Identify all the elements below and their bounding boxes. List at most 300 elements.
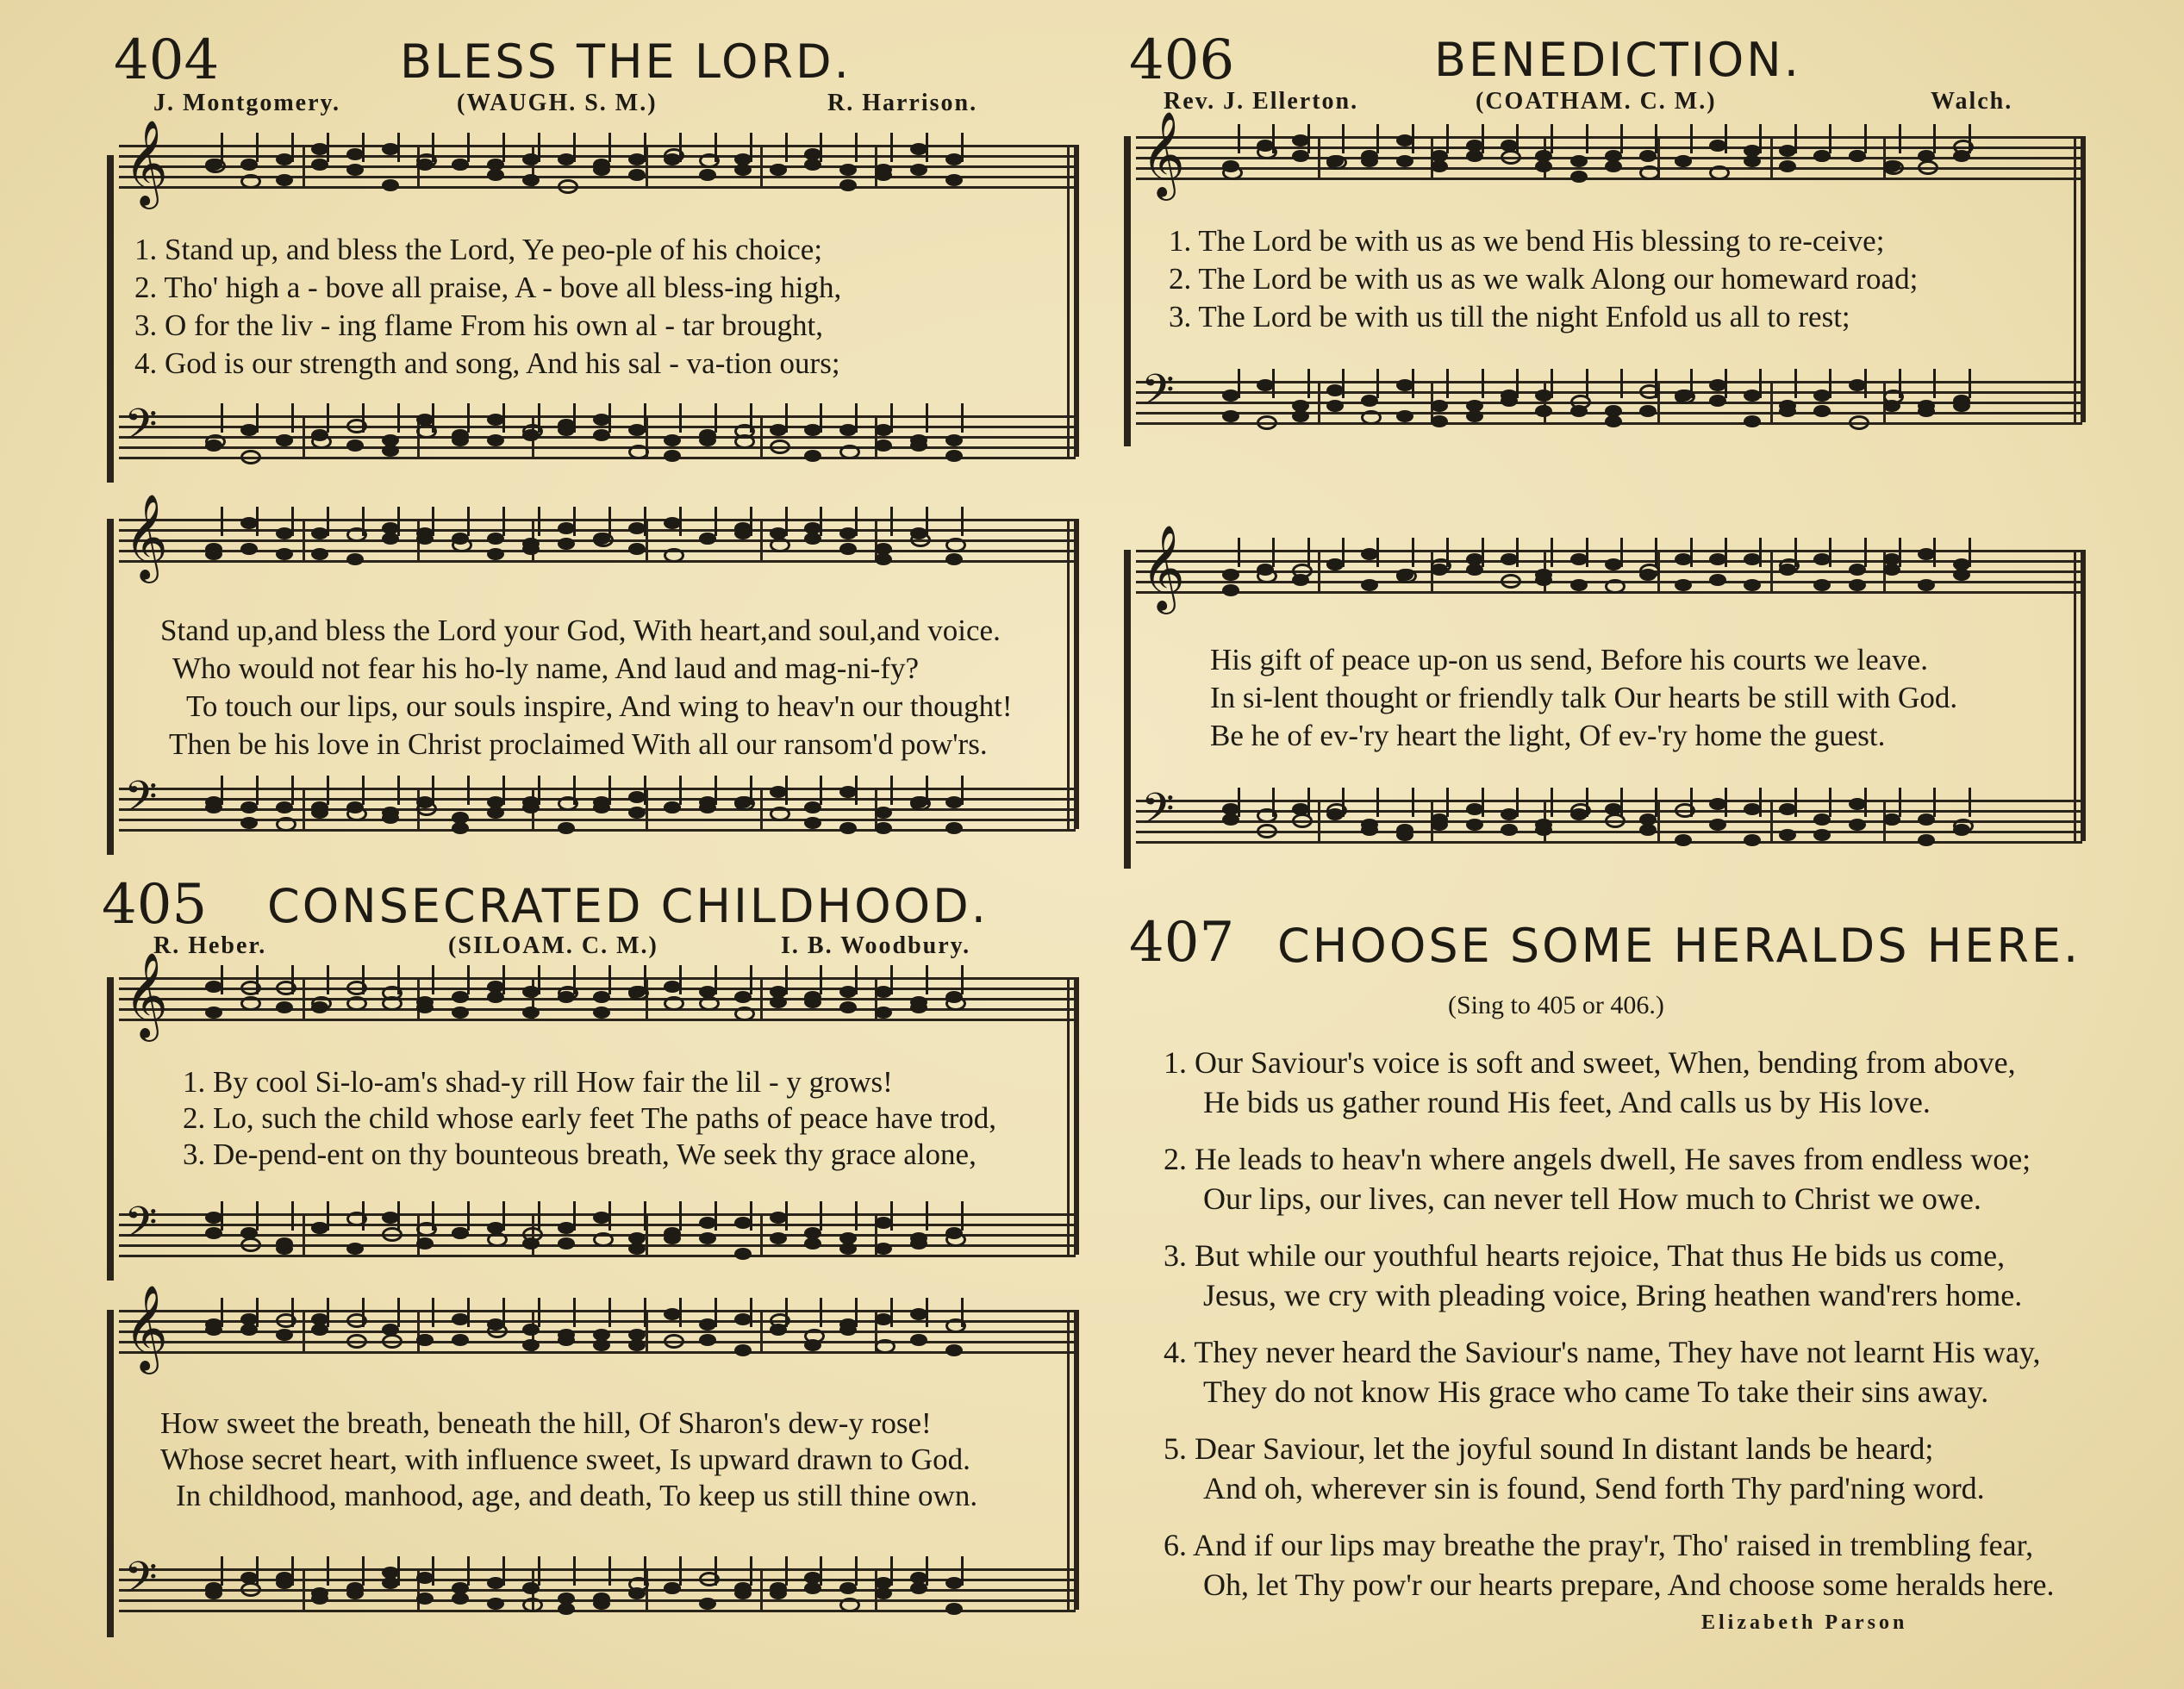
note-stem xyxy=(855,776,858,805)
note-head xyxy=(311,143,328,155)
note-stem xyxy=(750,507,752,536)
note-head xyxy=(628,791,646,803)
note-head xyxy=(1639,150,1657,162)
note-stem xyxy=(1516,124,1519,153)
note-stem xyxy=(1933,369,1936,398)
note-stem xyxy=(1307,369,1310,398)
final-barline xyxy=(2081,550,2086,841)
note-head xyxy=(558,179,578,194)
note-head xyxy=(628,807,646,819)
note-stem xyxy=(1655,369,1657,398)
note-head xyxy=(734,1248,752,1260)
note-stem xyxy=(1829,369,1831,398)
note-stem xyxy=(1864,124,1867,153)
stanza-line: They do not know His grace who came To take their sins away. xyxy=(1203,1374,1989,1409)
note-head xyxy=(382,996,402,1011)
note-head xyxy=(311,527,328,539)
note-head xyxy=(311,159,328,171)
note-stem xyxy=(855,403,858,433)
barline xyxy=(303,1310,305,1353)
note-stem xyxy=(327,776,329,805)
note-head xyxy=(1709,140,1726,152)
note-head xyxy=(1744,415,1761,427)
note-head xyxy=(346,1334,367,1349)
hymn-tune-404: (WAUGH. S. M.) xyxy=(457,90,658,116)
note-stem xyxy=(1446,124,1449,153)
note-stem xyxy=(961,965,964,994)
treble-clef-icon: 𝄞 xyxy=(1141,111,1185,197)
note-head xyxy=(770,786,787,798)
note-stem xyxy=(1238,124,1240,153)
note-head xyxy=(1813,813,1831,826)
note-head xyxy=(1466,564,1483,576)
note-head xyxy=(382,1577,399,1589)
hymn-tune-406: (COATHAM. C. M.) xyxy=(1476,88,1717,115)
note-stem xyxy=(256,403,259,433)
note-stem xyxy=(785,1201,788,1231)
note-head xyxy=(1918,160,1938,175)
note-stem xyxy=(432,965,434,994)
note-head xyxy=(346,996,367,1011)
note-stem xyxy=(1864,788,1867,817)
barline xyxy=(303,519,305,562)
note-head xyxy=(1361,548,1378,560)
note-stem xyxy=(608,965,611,994)
note-head xyxy=(1466,410,1483,422)
note-head xyxy=(699,1334,716,1346)
note-stem xyxy=(855,1556,858,1586)
note-stem xyxy=(1655,538,1657,567)
barline xyxy=(1770,800,1773,843)
note-stem xyxy=(1482,369,1484,398)
note-head xyxy=(1222,813,1239,826)
note-head xyxy=(1779,160,1796,172)
note-head xyxy=(1883,160,1904,175)
note-stem xyxy=(432,133,434,162)
note-stem xyxy=(1586,369,1588,398)
note-head xyxy=(804,1582,821,1594)
barline xyxy=(875,415,877,458)
note-head xyxy=(522,801,540,813)
staff-line xyxy=(119,426,1076,428)
note-stem xyxy=(1238,538,1240,567)
note-head xyxy=(1744,390,1761,402)
note-head xyxy=(593,991,610,1003)
note-head xyxy=(910,1582,927,1594)
note-head xyxy=(205,1587,222,1599)
music-system-405-a xyxy=(119,952,1076,1272)
note-stem xyxy=(926,1556,928,1586)
note-head xyxy=(1849,579,1866,591)
note-head xyxy=(945,1577,963,1589)
note-head xyxy=(1222,165,1243,180)
note-stem xyxy=(397,776,400,805)
note-head xyxy=(839,822,857,834)
note-head xyxy=(770,527,787,539)
note-head xyxy=(1326,400,1344,412)
note-head xyxy=(205,1212,222,1224)
hymn-author-404: J. Montgomery. xyxy=(153,90,340,116)
note-stem xyxy=(1272,788,1275,817)
note-head xyxy=(1605,558,1622,570)
note-stem xyxy=(608,1201,611,1231)
note-head xyxy=(1361,395,1378,407)
verse-line: 1. The Lord be with us as we bend His blessing to re-ceive; xyxy=(1169,224,1885,258)
final-barline xyxy=(2074,550,2076,841)
note-head xyxy=(945,450,963,462)
note-head xyxy=(1918,579,1935,591)
note-head xyxy=(875,1243,892,1255)
note-stem xyxy=(1620,788,1623,817)
note-stem xyxy=(890,776,893,805)
note-head xyxy=(1779,829,1796,841)
note-head xyxy=(1709,798,1726,810)
barline xyxy=(1770,381,1773,424)
note-head xyxy=(875,169,892,181)
note-stem xyxy=(291,507,294,536)
note-stem xyxy=(644,507,646,536)
note-head xyxy=(1639,824,1657,836)
note-stem xyxy=(1864,538,1867,567)
bass-clef-icon: 𝄢 xyxy=(1141,365,1175,426)
note-head xyxy=(346,553,364,565)
note-stem xyxy=(1516,369,1519,398)
note-head xyxy=(1849,150,1866,162)
note-stem xyxy=(1899,538,1901,567)
note-stem xyxy=(362,1298,365,1327)
note-stem xyxy=(362,1556,365,1586)
note-head xyxy=(487,533,504,545)
note-head xyxy=(311,1587,328,1599)
note-stem xyxy=(538,507,540,536)
verse-line: To touch our lips, our souls inspire, And wing to heav'n our thought! xyxy=(186,689,1013,723)
verse-line: 2. Tho' high a - bove all praise, A - bove all bless-ing high, xyxy=(134,271,842,304)
staff-line xyxy=(1136,550,2082,552)
note-head xyxy=(276,527,293,539)
note-stem xyxy=(573,507,576,536)
note-stem xyxy=(608,403,611,433)
hymn-title-407: CHOOSE SOME HERALDS HERE. xyxy=(1277,919,2081,973)
note-stem xyxy=(1690,788,1693,817)
final-barline xyxy=(1074,519,1079,829)
staff-line xyxy=(119,1019,1076,1021)
note-stem xyxy=(1899,788,1901,817)
final-barline xyxy=(1067,977,1070,1255)
note-head xyxy=(945,153,963,165)
note-head xyxy=(522,174,540,186)
barline xyxy=(1318,800,1320,843)
note-head xyxy=(910,143,927,155)
note-head xyxy=(1605,160,1622,172)
note-stem xyxy=(750,403,752,433)
note-stem xyxy=(644,133,646,162)
note-head xyxy=(804,1237,821,1250)
note-stem xyxy=(327,965,329,994)
note-head xyxy=(699,796,716,808)
note-stem xyxy=(1586,124,1588,153)
note-head xyxy=(1501,574,1521,589)
note-stem xyxy=(327,1556,329,1586)
note-stem xyxy=(750,776,752,805)
note-stem xyxy=(679,507,682,536)
hymn-author-407: Elizabeth Parson xyxy=(1701,1611,1908,1634)
note-head xyxy=(839,164,857,176)
note-stem xyxy=(538,965,540,994)
note-head xyxy=(558,1603,575,1615)
note-stem xyxy=(1759,124,1762,153)
note-head xyxy=(346,164,364,176)
note-head xyxy=(1396,379,1413,391)
note-head xyxy=(1535,824,1552,836)
note-head xyxy=(1292,410,1309,422)
note-head xyxy=(1326,155,1347,170)
note-head xyxy=(1953,824,1970,836)
note-head xyxy=(628,1243,646,1255)
hymn-author-406: Rev. J. Ellerton. xyxy=(1164,88,1359,115)
note-stem xyxy=(573,1298,576,1327)
note-head xyxy=(699,1232,716,1244)
note-head xyxy=(910,1237,927,1250)
note-stem xyxy=(926,133,928,162)
note-head xyxy=(1222,410,1239,422)
verse-line: 1. By cool Si-lo-am's shad-y rill How fair the lil - y grows! xyxy=(183,1065,893,1099)
note-head xyxy=(276,548,293,560)
note-stem xyxy=(256,133,259,162)
note-stem xyxy=(750,965,752,994)
note-stem xyxy=(362,776,365,805)
note-stem xyxy=(855,133,858,162)
note-head xyxy=(664,434,681,446)
note-head xyxy=(875,807,892,819)
hymn-composer-406: Walch. xyxy=(1931,88,2013,115)
barline xyxy=(303,1213,305,1256)
note-stem xyxy=(679,1556,682,1586)
note-head xyxy=(1501,553,1518,565)
note-stem xyxy=(1725,124,1727,153)
note-head xyxy=(1257,415,1277,430)
note-stem xyxy=(890,1556,893,1586)
hymn-title-405: CONSECRATED CHILDHOOD. xyxy=(267,879,989,933)
note-stem xyxy=(291,1298,294,1327)
note-head xyxy=(1396,410,1413,422)
note-head xyxy=(875,1217,892,1229)
note-stem xyxy=(679,1298,682,1327)
note-head xyxy=(1813,553,1831,565)
note-head xyxy=(487,169,504,181)
note-stem xyxy=(1690,369,1693,398)
note-stem xyxy=(362,403,365,433)
note-stem xyxy=(1446,538,1449,567)
note-head xyxy=(1431,160,1448,172)
barline xyxy=(303,1568,305,1611)
note-head xyxy=(945,822,963,834)
note-stem xyxy=(221,507,223,536)
note-head xyxy=(1570,171,1588,183)
bass-clef-icon: 𝄢 xyxy=(124,400,158,460)
stanza-line: Jesus, we cry with pleading voice, Bring heathen wand'rers home. xyxy=(1203,1278,2023,1312)
barline xyxy=(303,788,305,831)
staff-line xyxy=(1136,402,2082,404)
bass-clef-icon: 𝄢 xyxy=(1141,784,1175,844)
note-stem xyxy=(820,1201,822,1231)
note-head xyxy=(1675,390,1692,402)
verse-line: 2. Lo, such the child whose early feet The paths of peace have trod, xyxy=(183,1101,997,1135)
bass-staff xyxy=(1136,784,2082,855)
note-stem xyxy=(1620,124,1623,153)
note-head xyxy=(1709,819,1726,831)
treble-clef-icon: 𝄞 xyxy=(124,494,168,580)
note-head xyxy=(1813,579,1831,591)
note-stem xyxy=(714,965,717,994)
note-head xyxy=(1849,798,1866,810)
note-head xyxy=(240,801,258,813)
note-head xyxy=(734,1344,752,1356)
hymn-number-406: 406 xyxy=(1129,28,1235,92)
note-head xyxy=(770,996,787,1008)
system-brace xyxy=(107,977,114,1281)
staff-line xyxy=(119,519,1076,521)
note-stem xyxy=(785,403,788,433)
verse-line: How sweet the breath, beneath the hill, Of Sharon's dew-y rose! xyxy=(160,1406,932,1440)
note-head xyxy=(558,1334,575,1346)
note-head xyxy=(804,533,821,545)
note-head xyxy=(240,817,258,829)
note-head xyxy=(839,786,857,798)
hymn-title-404: BLESS THE LORD. xyxy=(400,34,852,89)
note-stem xyxy=(256,1298,259,1327)
note-stem xyxy=(467,1298,470,1327)
note-stem xyxy=(890,133,893,162)
note-stem xyxy=(502,1201,505,1231)
bass-clef-icon: 𝄢 xyxy=(124,772,158,832)
note-head xyxy=(1883,813,1900,826)
note-head xyxy=(240,1324,258,1336)
staff-line xyxy=(1136,831,2082,833)
barline xyxy=(303,977,305,1020)
note-stem xyxy=(1969,369,1971,398)
staff-line xyxy=(1136,381,2082,383)
note-head xyxy=(628,522,646,534)
note-head xyxy=(1570,808,1588,820)
note-stem xyxy=(1933,788,1936,817)
note-head xyxy=(205,548,222,560)
note-stem xyxy=(855,965,858,994)
note-head xyxy=(346,439,364,452)
note-head xyxy=(910,1334,927,1346)
note-head xyxy=(522,986,540,998)
note-head xyxy=(1326,808,1344,820)
note-head xyxy=(628,445,649,459)
note-stem xyxy=(256,965,259,994)
note-head xyxy=(593,1007,610,1019)
note-stem xyxy=(890,1298,893,1327)
note-head xyxy=(240,996,261,1011)
note-stem xyxy=(291,133,294,162)
note-stem xyxy=(679,133,682,162)
note-stem xyxy=(714,133,717,162)
note-head xyxy=(1222,390,1239,402)
note-head xyxy=(1744,834,1761,846)
note-stem xyxy=(714,507,717,536)
note-head xyxy=(522,1324,540,1336)
sing-to-note: (Sing to 405 or 406.) xyxy=(1448,991,1664,1019)
note-stem xyxy=(644,1201,646,1231)
note-head xyxy=(1605,415,1622,427)
verse-line: Stand up,and bless the Lord your God, With heart,and soul,and voice. xyxy=(160,614,1001,647)
note-stem xyxy=(1551,788,1553,817)
barline xyxy=(760,519,763,562)
note-stem xyxy=(1272,369,1275,398)
note-head xyxy=(839,424,857,436)
note-head xyxy=(1326,384,1344,396)
note-head xyxy=(839,1582,857,1594)
note-stem xyxy=(291,965,294,994)
barline xyxy=(1318,550,1320,593)
note-head xyxy=(276,801,293,813)
note-head xyxy=(839,1243,857,1255)
note-head xyxy=(240,517,258,529)
note-head xyxy=(1466,803,1483,815)
note-stem xyxy=(679,1201,682,1231)
note-head xyxy=(664,450,681,462)
note-head xyxy=(311,1324,328,1336)
note-stem xyxy=(820,965,822,994)
note-head xyxy=(522,1582,540,1594)
music-system-404-a xyxy=(119,120,1076,483)
note-stem xyxy=(573,133,576,162)
note-stem xyxy=(926,403,928,433)
note-stem xyxy=(1238,788,1240,817)
note-head xyxy=(558,1237,575,1250)
note-head xyxy=(664,153,681,165)
note-head xyxy=(240,159,258,171)
note-head xyxy=(875,553,892,565)
note-head xyxy=(416,1334,434,1346)
barline xyxy=(417,1310,420,1353)
staff-line xyxy=(119,1351,1076,1354)
note-head xyxy=(699,434,716,446)
note-stem xyxy=(890,403,893,433)
note-head xyxy=(1813,390,1831,402)
note-head xyxy=(1953,150,1970,162)
stanza-line: 2. He leads to heav'n where angels dwell, He saves from endless woe; xyxy=(1164,1142,2031,1176)
note-head xyxy=(311,807,328,819)
final-barline xyxy=(2081,136,2086,422)
barline xyxy=(1544,381,1546,424)
note-head xyxy=(734,1217,752,1229)
barline xyxy=(760,415,763,458)
staff-line xyxy=(119,560,1076,563)
note-head xyxy=(276,153,293,165)
staff-line xyxy=(119,829,1076,832)
note-head xyxy=(875,439,892,452)
staff-line xyxy=(119,1255,1076,1257)
note-stem xyxy=(327,1298,329,1327)
note-stem xyxy=(573,776,576,805)
music-system-406-b xyxy=(1136,525,2082,869)
note-stem xyxy=(467,1201,470,1231)
note-head xyxy=(452,1582,469,1594)
note-head xyxy=(1396,155,1413,167)
note-head xyxy=(1396,569,1417,583)
note-head xyxy=(910,1001,927,1013)
note-stem xyxy=(1446,788,1449,817)
note-head xyxy=(276,434,293,446)
note-head xyxy=(205,981,222,993)
note-head xyxy=(593,1212,610,1224)
barline xyxy=(1318,136,1320,179)
hymn-tune-405: (SILOAM. C. M.) xyxy=(448,932,658,959)
